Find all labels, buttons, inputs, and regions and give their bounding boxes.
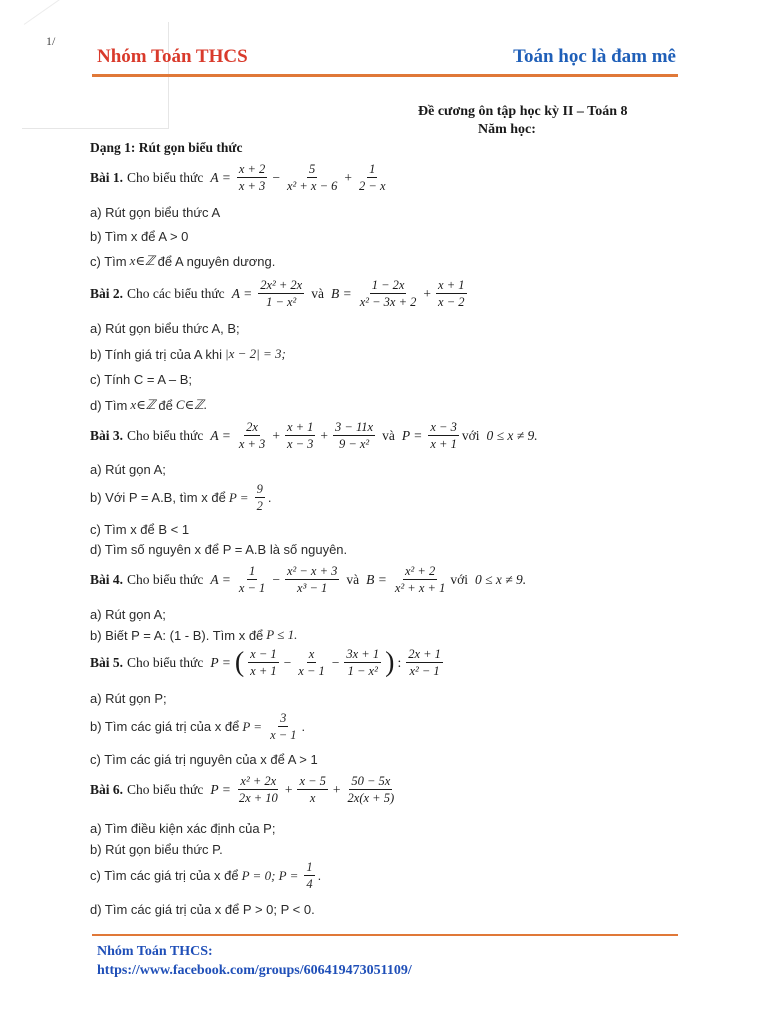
bai4-part-a: a) Rút gọn A; (90, 607, 166, 622)
fraction: $\frac{2x + 1}{\text{x² − 1}}$ (408, 647, 441, 679)
fraction: $\frac{2x}{x + 3}$ (238, 420, 266, 452)
fraction: $\frac{1}{2 - x}$ (359, 162, 386, 194)
bai3-part-b: b) Với P = A.B, tìm x để P = $\frac{9}{2}$ . (90, 482, 272, 514)
bai4-part-b: b) Biết P = A: (1 - B). Tìm x để P ≤ 1. (90, 627, 298, 643)
fraction: $\frac{50 - 5x}{2x(x + 5)}$ (347, 774, 395, 806)
bai3-part-a: a) Rút gọn A; (90, 462, 166, 477)
fraction: $\frac{1}{4}$ (306, 860, 313, 892)
fraction: $\frac{x - 5}{x}$ (299, 774, 326, 806)
bai1-part-b: b) Tìm x để A > 0 (90, 229, 189, 244)
bai3-part-d: d) Tìm số nguyên x để P = A.B là số nguyên. (90, 542, 348, 557)
bai5-part-c: c) Tìm các giá trị nguyên của x để A > 1 (90, 752, 318, 767)
fraction: $\frac{\text{x² + 2x}}{2x + 10}$ (238, 774, 278, 806)
fraction: $\frac{3x + 1}{\text{1 − x²}}$ (346, 647, 380, 679)
school-year-label: Năm học: (478, 122, 536, 137)
footer-group-name: Nhóm Toán THCS: (97, 944, 213, 959)
bai5-part-b: b) Tìm các giá trị của x để P = $\frac{3}{x - 1}$ . (90, 711, 306, 743)
fraction: $\frac{9}{2}$ (256, 482, 263, 514)
bai1-statement: Bài 1. Cho biểu thức A = $\frac{x + 2}{x + 3}$ − $\frac{5}{\text{x² + x − 6}}$ + $\frac{1}{2 - x}$ (90, 162, 386, 194)
page-number: 1/ (46, 34, 56, 48)
bai2-part-b: b) Tính giá trị của A khi |x − 2| = 3; (90, 346, 286, 362)
header-group-name: Nhóm Toán THCS (97, 46, 248, 67)
bai1-part-c: c) Tìm x∈ℤ để A nguyên dương. (90, 253, 276, 269)
footer-group-link[interactable]: https://www.facebook.com/groups/606419473051109/ (97, 963, 412, 978)
bai3-statement: Bài 3. Cho biểu thức A = $\frac{2x}{x + 3}$ + $\frac{x + 1}{x - 3}$ + $\frac{3 - 11x}{\text{9 − x²}}$ và P = $\frac{x - 3}{x + 1}$ với 0 ≤ x ≠ 9. (90, 420, 538, 452)
document-title: Đề cương ôn tập học kỳ II – Toán 8 (418, 104, 628, 119)
bai2-part-c: c) Tính C = A – B; (90, 372, 193, 387)
bai6-part-b: b) Rút gọn biểu thức P. (90, 842, 223, 857)
bai6-statement: Bài 6. Cho biểu thức P = $\frac{\text{x² + 2x}}{2x + 10}$ + $\frac{x - 5}{x}$ + $\frac{50 - 5x}{2x(x + 5)}$ (90, 774, 395, 806)
bai5-part-a: a) Rút gọn P; (90, 691, 167, 706)
fraction: $\frac{x - 3}{x + 1}$ (430, 420, 457, 452)
fraction: $\frac{1 - 2x}{\text{x² − 3x + 2}}$ (359, 278, 417, 310)
bai2-part-a: a) Rút gọn biểu thức A, B; (90, 321, 240, 336)
bai6-part-d: d) Tìm các giá trị của x để P > 0; P < 0. (90, 902, 315, 917)
fraction: $\frac{5}{\text{x² + x − 6}}$ (286, 162, 338, 194)
header-slogan: Toán học là đam mê (513, 46, 676, 67)
bai2-statement: Bài 2. Cho các biểu thức A = $\frac{\text{2x² + 2x}}{\text{1 − x²}}$ và B = $\frac{1 - 2x}{\text{x² − 3x + 2}}$ + $\frac{x + 1}{x - 2}$ (90, 278, 465, 310)
bai4-statement: Bài 4. Cho biểu thức A = $\frac{1}{x - 1}$ − $\frac{\text{x² − x + 3}}{\text{x³ − 1}}$ và B = $\frac{\text{x² + 2}}{\text{x² + x + 1}}$ với 0 ≤ x ≠ 9. (90, 564, 527, 596)
fraction: $\frac{x + 2}{x + 3}$ (238, 162, 266, 194)
fraction: $\frac{1}{x - 1}$ (238, 564, 266, 596)
bai1-part-a: a) Rút gọn biểu thức A (90, 205, 221, 220)
fraction: $\frac{3 - 11x}{\text{9 − x²}}$ (335, 420, 374, 452)
fraction: $\frac{x}{x - 1}$ (298, 647, 325, 679)
fraction: $\frac{3}{x - 1}$ (270, 711, 297, 743)
bai2-part-d: d) Tìm x∈ℤ để C∈ℤ. (90, 397, 208, 413)
fraction: $\frac{\text{2x² + 2x}}{\text{1 − x²}}$ (260, 278, 303, 310)
fraction: $\frac{x + 1}{x - 3}$ (286, 420, 314, 452)
fraction: $\frac{x - 1}{x + 1}$ (250, 647, 277, 679)
bai5-statement: Bài 5. Cho biểu thức P = ( $\frac{x - 1}{x + 1}$ − $\frac{x}{x - 1}$ − $\frac{3x + 1}{\text{1 − x²}}$ ) : $\frac{2x + 1}{\text{x² − 1}}$ (90, 646, 441, 679)
bai3-part-c: c) Tìm x để B < 1 (90, 522, 190, 537)
section-heading: Dạng 1: Rút gọn biểu thức (90, 140, 243, 155)
fraction: $\frac{\text{x² + 2}}{\text{x² + x + 1}}$ (394, 564, 446, 596)
footer-divider (92, 934, 678, 936)
fraction: $\frac{x + 1}{x - 2}$ (438, 278, 465, 310)
bai6-part-c: c) Tìm các giá trị của x để P = 0; P = $\frac{1}{4}$ . (90, 860, 322, 892)
fraction: $\frac{\text{x² − x + 3}}{\text{x³ − 1}}$ (286, 564, 338, 596)
bai6-part-a: a) Tìm điều kiện xác định của P; (90, 821, 276, 836)
header-divider (92, 74, 678, 77)
